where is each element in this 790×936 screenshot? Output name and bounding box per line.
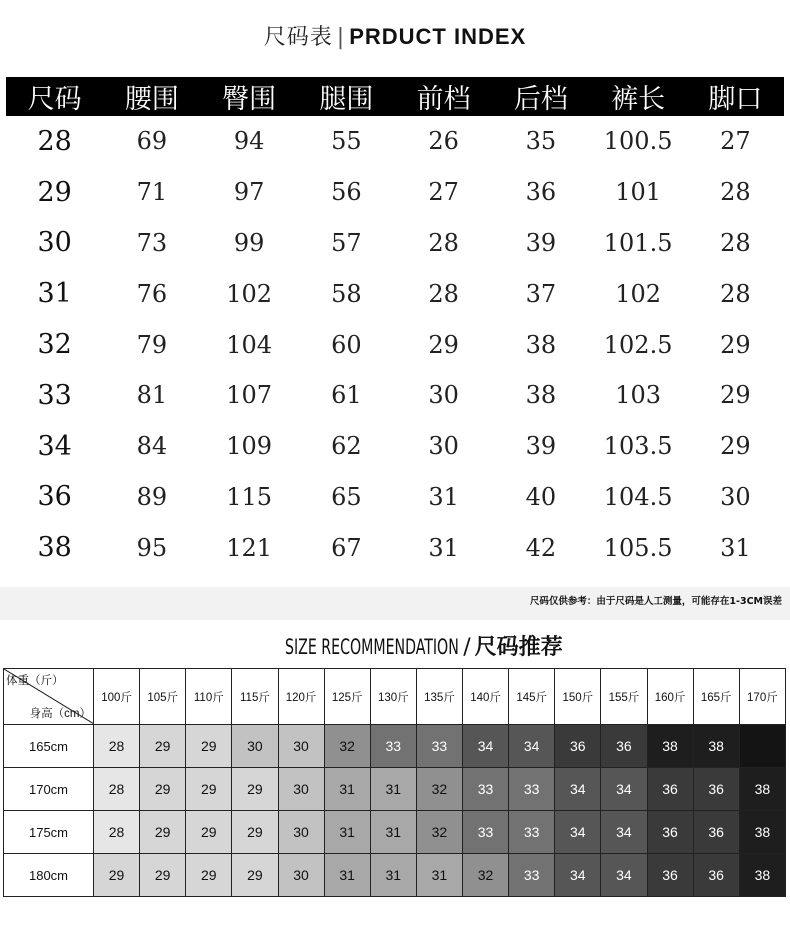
- size-table-row: [6, 319, 784, 370]
- recommended-size-cell: 30: [278, 768, 324, 811]
- recommended-size-cell: 36: [555, 725, 601, 768]
- measurement-cell: 28: [720, 279, 751, 308]
- measurement-cell: 28: [720, 178, 751, 207]
- recommended-size-cell: 34: [601, 854, 647, 897]
- recommended-size-cell: 29: [232, 854, 278, 897]
- weight-header-cell: 115斤: [232, 669, 278, 725]
- height-label-cell: 180cm: [4, 854, 94, 897]
- recommended-size-cell: 29: [232, 811, 278, 854]
- measurement-cell: 28: [428, 228, 459, 257]
- measurement-cell: 30: [428, 432, 459, 461]
- measurement-cell: 76: [136, 279, 168, 308]
- measurement-cell: 40: [525, 482, 557, 511]
- recommendation-row: [4, 854, 786, 897]
- size-cell: 29: [37, 176, 72, 208]
- recommended-size-cell: 36: [693, 811, 739, 854]
- recommended-size-cell: 29: [186, 811, 232, 854]
- recommendation-row: [4, 725, 786, 768]
- measurement-cell: 29: [720, 432, 751, 461]
- recommended-size-cell: 33: [509, 768, 555, 811]
- recommended-size-cell: 36: [647, 768, 693, 811]
- recommended-size-cell: 33: [463, 811, 509, 854]
- recommendation-row: [4, 811, 786, 854]
- recommended-size-cell: 31: [370, 811, 416, 854]
- height-label-cell: 165cm: [4, 725, 94, 768]
- recommendation-title-cn: 尺码推荐: [474, 635, 563, 660]
- height-label-cell: 175cm: [4, 811, 94, 854]
- size-table-row: [6, 167, 784, 218]
- measurement-cell: 102: [226, 279, 273, 308]
- size-table-body: [6, 116, 784, 573]
- size-table-row: [6, 218, 784, 269]
- measurement-cell: 38: [525, 330, 557, 359]
- measurement-cell: 102: [615, 279, 662, 308]
- recommended-size-cell: 36: [647, 811, 693, 854]
- measurement-cell: 99: [233, 228, 265, 257]
- recommended-size-cell: 29: [232, 768, 278, 811]
- measurement-cell: 71: [136, 178, 168, 207]
- recommended-size-cell: 28: [94, 811, 140, 854]
- recommended-size-cell: 31: [370, 768, 416, 811]
- weight-header-cell: 170斤: [739, 669, 785, 725]
- recommended-size-cell: 34: [555, 854, 601, 897]
- measurement-cell: 39: [525, 432, 557, 461]
- corner-weight-label: 体重（斤）: [6, 675, 64, 687]
- size-cell: 30: [37, 227, 72, 259]
- measurement-cell: 104.5: [603, 482, 673, 511]
- measurement-cell: 60: [331, 330, 362, 359]
- recommended-size-cell: [739, 725, 785, 768]
- recommended-size-cell: 30: [278, 811, 324, 854]
- weight-header-cell: 105斤: [140, 669, 186, 725]
- measurement-cell: 29: [720, 330, 751, 359]
- measurement-cell: 103.5: [603, 432, 673, 461]
- recommended-size-cell: 33: [509, 811, 555, 854]
- recommended-size-cell: 36: [647, 854, 693, 897]
- measurement-cell: 31: [428, 533, 459, 562]
- header-pants-length: 裤长: [590, 77, 687, 116]
- measurement-cell: 109: [226, 432, 273, 461]
- measurement-cell: 56: [331, 178, 362, 207]
- size-chart-title: [0, 20, 790, 51]
- recommended-size-cell: 30: [232, 725, 278, 768]
- recommended-size-cell: 29: [94, 854, 140, 897]
- size-table-row: [6, 370, 784, 421]
- weight-header-cell: 135斤: [416, 669, 462, 725]
- measurement-cell: 103: [615, 381, 662, 410]
- corner-height-label: 身高（cm）: [29, 708, 91, 720]
- recommended-size-cell: 36: [693, 854, 739, 897]
- measurement-cell: 95: [136, 533, 168, 562]
- measurement-cell: 100.5: [603, 127, 673, 156]
- measurement-cell: 65: [331, 482, 362, 511]
- recommended-size-cell: 31: [416, 854, 462, 897]
- size-cell: 31: [37, 278, 72, 310]
- recommended-size-cell: 34: [555, 768, 601, 811]
- measurement-cell: 28: [428, 279, 459, 308]
- weight-header-cell: 155斤: [601, 669, 647, 725]
- corner-cell: [4, 669, 94, 725]
- measurement-cell: 101.5: [603, 228, 673, 257]
- measurement-cell: 27: [428, 178, 459, 207]
- recommended-size-cell: 29: [140, 768, 186, 811]
- measurement-cell: 30: [428, 381, 459, 410]
- recommended-size-cell: 31: [324, 768, 370, 811]
- recommended-size-cell: 33: [463, 768, 509, 811]
- measurement-cell: 67: [331, 533, 362, 562]
- recommended-size-cell: 34: [463, 725, 509, 768]
- size-table-row: [6, 421, 784, 472]
- measurement-cell: 39: [525, 228, 557, 257]
- measurement-cell: 102.5: [603, 330, 673, 359]
- measurement-cell: 42: [525, 533, 557, 562]
- header-front-rise: 前档: [395, 77, 492, 116]
- recommended-size-cell: 34: [601, 811, 647, 854]
- recommendation-title-en: SIZE RECOMMENDATION: [285, 635, 460, 659]
- recommended-size-cell: 38: [647, 725, 693, 768]
- measurement-cell: 62: [331, 432, 362, 461]
- measurement-cell: 97: [233, 178, 265, 207]
- measurement-cell: 73: [136, 228, 168, 257]
- size-table-row: [6, 522, 784, 573]
- header-waist: 腰围: [103, 77, 200, 116]
- recommended-size-cell: 38: [693, 725, 739, 768]
- measurement-cell: 84: [136, 432, 168, 461]
- measurement-cell: 31: [428, 482, 459, 511]
- measurement-cell: 121: [226, 533, 273, 562]
- weight-header-cell: 125斤: [324, 669, 370, 725]
- recommended-size-cell: 33: [416, 725, 462, 768]
- measurement-cell: 31: [720, 533, 751, 562]
- recommended-size-cell: 31: [324, 854, 370, 897]
- measurement-cell: 55: [331, 127, 362, 156]
- recommended-size-cell: 28: [94, 725, 140, 768]
- recommendation-title-slash: /: [463, 635, 471, 660]
- weight-header-cell: 140斤: [463, 669, 509, 725]
- recommended-size-cell: 29: [186, 768, 232, 811]
- size-table-row: [6, 268, 784, 319]
- weight-header-cell: 100斤: [94, 669, 140, 725]
- size-cell: 36: [37, 481, 72, 513]
- size-chart-title-en: PRDUCT INDEX: [349, 24, 527, 49]
- measurement-cell: 81: [136, 381, 168, 410]
- measurement-cell: 115: [226, 482, 273, 511]
- recommended-size-cell: 36: [601, 725, 647, 768]
- measurement-cell: 26: [428, 127, 459, 156]
- weight-header-cell: 150斤: [555, 669, 601, 725]
- measurement-cell: 36: [525, 178, 557, 207]
- header-hip: 臀围: [201, 77, 298, 116]
- measurement-cell: 79: [136, 330, 168, 359]
- recommended-size-cell: 29: [140, 854, 186, 897]
- measurement-cell: 94: [233, 127, 265, 156]
- recommended-size-cell: 30: [278, 854, 324, 897]
- height-label-cell: 170cm: [4, 768, 94, 811]
- recommended-size-cell: 34: [601, 768, 647, 811]
- recommendation-table-body: [4, 725, 786, 897]
- measurement-cell: 30: [720, 482, 751, 511]
- size-cell: 33: [37, 379, 72, 411]
- title-separator: |: [336, 25, 346, 50]
- recommendation-row: [4, 768, 786, 811]
- measurement-cell: 29: [720, 381, 751, 410]
- size-table-header-row: [6, 77, 784, 116]
- measurement-cell: 57: [331, 228, 362, 257]
- measurement-cell: 61: [331, 381, 362, 410]
- recommended-size-cell: 32: [416, 811, 462, 854]
- recommended-size-cell: 28: [94, 768, 140, 811]
- size-table-row: [6, 116, 784, 167]
- header-leg-opening: 脚口: [687, 77, 784, 116]
- measurement-cell: 107: [226, 381, 273, 410]
- header-thigh: 腿围: [298, 77, 395, 116]
- size-table: [6, 77, 784, 573]
- recommended-size-cell: 33: [509, 854, 555, 897]
- measurement-cell: 28: [720, 228, 751, 257]
- measurement-cell: 29: [428, 330, 459, 359]
- recommended-size-cell: 29: [186, 854, 232, 897]
- recommended-size-cell: 31: [370, 854, 416, 897]
- recommended-size-cell: 38: [739, 811, 785, 854]
- measurement-cell: 105.5: [603, 533, 673, 562]
- size-table-row: [6, 472, 784, 523]
- recommended-size-cell: 30: [278, 725, 324, 768]
- measurement-cell: 69: [136, 127, 168, 156]
- weight-header-cell: 130斤: [370, 669, 416, 725]
- recommended-size-cell: 29: [140, 811, 186, 854]
- measurement-cell: 38: [525, 381, 557, 410]
- measurement-cell: 89: [136, 482, 168, 511]
- measurement-note: 尺码仅供参考：由于尺码是人工测量，可能存在1-3CM误差: [529, 596, 782, 607]
- recommended-size-cell: 32: [463, 854, 509, 897]
- recommended-size-cell: 34: [555, 811, 601, 854]
- weight-header-cell: 165斤: [693, 669, 739, 725]
- weight-header-cell: 160斤: [647, 669, 693, 725]
- recommendation-table: [3, 668, 786, 897]
- header-back-rise: 后档: [492, 77, 589, 116]
- recommended-size-cell: 38: [739, 768, 785, 811]
- recommended-size-cell: 36: [693, 768, 739, 811]
- measurement-cell: 101: [615, 178, 662, 207]
- recommendation-title: [0, 630, 790, 661]
- recommended-size-cell: 33: [370, 725, 416, 768]
- recommended-size-cell: 29: [186, 725, 232, 768]
- recommended-size-cell: 29: [140, 725, 186, 768]
- weight-header-cell: 110斤: [186, 669, 232, 725]
- size-cell: 34: [37, 430, 72, 462]
- size-cell: 38: [37, 532, 72, 564]
- size-cell: 32: [37, 329, 72, 361]
- size-chart-title-cn: 尺码表: [263, 25, 333, 50]
- weight-header-cell: 145斤: [509, 669, 555, 725]
- measurement-cell: 35: [525, 127, 557, 156]
- measurement-cell: 58: [331, 279, 362, 308]
- recommended-size-cell: 38: [739, 854, 785, 897]
- weight-header-cell: 120斤: [278, 669, 324, 725]
- recommended-size-cell: 32: [416, 768, 462, 811]
- recommended-size-cell: 32: [324, 725, 370, 768]
- recommended-size-cell: 31: [324, 811, 370, 854]
- recommendation-header-row: [4, 669, 786, 725]
- recommended-size-cell: 34: [509, 725, 555, 768]
- measurement-cell: 104: [226, 330, 273, 359]
- measurement-cell: 27: [720, 127, 751, 156]
- header-size: 尺码: [6, 77, 103, 116]
- measurement-cell: 37: [525, 279, 557, 308]
- size-cell: 28: [37, 125, 72, 157]
